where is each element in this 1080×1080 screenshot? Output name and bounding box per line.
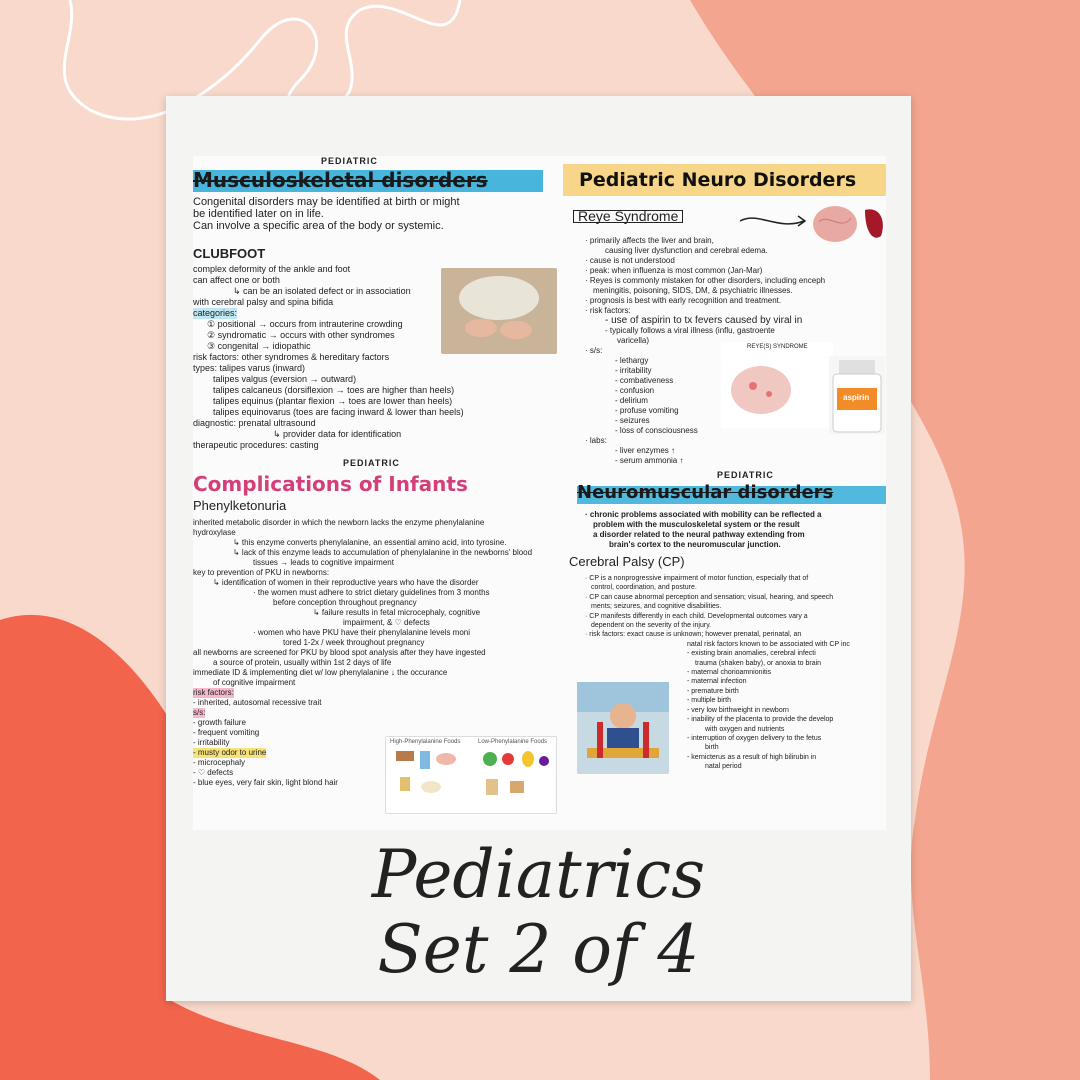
- nm-tag: PEDIATRIC: [717, 470, 774, 480]
- nm-title: Neuromuscular disorders: [577, 482, 834, 503]
- food-icons: [386, 737, 556, 813]
- arrow-icon: [738, 211, 808, 231]
- pku-title: Phenylketonuria: [193, 498, 287, 513]
- cp-notes: · CP is a nonprogressive impairment of motor function, especially that of control, coordination, and posture. · CP can cause abnormal perception and sensation; visual, hearing, and speech ments; seizures, and cognitive disabilities. · CP manifests differently in each child. Developmental outcomes vary a dependent on the severity of the injury. · risk factors: exact cause is unknown; however prenatal, perinatal, an natal risk factors known to be associated with CP inc - existing brain anomalies, cerebral infecti trauma (shaken baby), or anoxia to brain - maternal chorioamnionitis - maternal infection - premature birth - multiple birth - very low birthweight in newborn - inability of the placenta to provide the develop with oxygen and nutrients - interruption of oxygen delivery to the fetus birth - kernicterus as a result of high bilirubin in natal period: [585, 575, 850, 771]
- food-chart-left-label: High-Phenylalanine Foods: [390, 739, 461, 745]
- clubfoot-title: CLUBFOOT: [193, 246, 266, 261]
- neuro-title: Pediatric Neuro Disorders: [579, 169, 857, 191]
- nm-notes: · chronic problems associated with mobility can be reflected a problem with the musculoskeletal system or the result a disorder related to the neural pathway extending from brain's cortex to the neuromuscular junction.: [585, 510, 822, 549]
- aspirin-label: aspirin: [843, 393, 870, 402]
- liver-diagram-icon: [721, 342, 833, 428]
- aspirin-bottle: [829, 356, 885, 434]
- reye-notes: · primarily affects the liver and brain, causing liver dysfunction and cerebral edema. · cause is not understood · peak: when influenza is most common (Jan-Mar) · Reyes is commonly mistaken for other disorders, including enceph meningitis, poisoning, SIDS, DM, & psychiatric illnesses. · prognosis is best with early recognition and treatment. · risk factors: - use of aspirin to tx fevers caused by viral in - typically follows a viral illness (influ, gastroente varicella) · s/s: - lethargy - irritability - combativeness - confusion - delirium - profuse vomiting - seizures - loss of consciousness · labs: - liver enzymes ↑ - serum ammonia ↑: [585, 236, 826, 465]
- child-wheelchair-icon: [577, 682, 669, 774]
- pku-notes: inherited metabolic disorder in which the newborn lacks the enzyme phenylalanine hydroxylase ↳ this enzyme converts phenylalanine, an essential amino acid, into tyrosine. ↳ lack of this enzyme leads to accumulation of phenylalanine in the newborns' blood tissues → leads to cognitive impairment key to prevention of PKU in newborns: ↳ identification of women in their reproductive years who have the disorder · the women must adhere to strict dietary guidelines from 3 months before conception throughout pregnancy ↳ failure results in fetal microcephaly, cognitive impairment, & ♡ defects · women who have PKU have their phenylalanine levels moni tored 1-2x / week throughout pregnancy all newborns are screened for PKU by blood spot analysis after they have ingested a source of protein, usually within 1st 2 days of life immediate ID & implementing diet w/ low phenylalanine ↓ the occurance of cognitive impairment risk factors: - inherited, autosomal recessive trait s/s: - growth failure - frequent vomiting - irritability - musty odor to urine - microcephaly - ♡ defects - blue eyes, very fair skin, light blond hair: [193, 518, 533, 787]
- caption-title: Pediatrics: [371, 836, 706, 913]
- reye-title: Reye Syndrome: [573, 210, 683, 223]
- clubfoot-notes: complex deformity of the ankle and foot can affect one or both ↳ can be an isolated defect or in association with cerebral palsy and spina bifida categories: ① positional → occurs from intrauterine crowding ② syndromatic → occurs with other syndromes ③ congenital → idiopathic risk factors: other syndromes & hereditary factors types: talipes varus (inward) talipes valgus (eversion → outward) talipes calcaneus (dorsiflexion → toes are higher than heels) talipes equinus (plantar flexion → toes are lower than heels) talipes equinovarus (toes are facing inward & lower than heels) diagnostic: prenatal ultrasound ↳ provider data for identification therapeutic procedures: casting: [193, 264, 464, 450]
- clubfoot-photo: [441, 268, 557, 354]
- reye-diagram: [721, 342, 833, 428]
- reye-chart-label: REYE(S) SYNDROME: [747, 344, 808, 350]
- cp-title: Cerebral Palsy (CP): [569, 554, 685, 569]
- comp-tag: PEDIATRIC: [343, 458, 400, 468]
- food-chart: [385, 736, 557, 814]
- ms-intro: Congenital disorders may be identified at birth or might be identified later on in life. Can involve a specific area of the body or systemic.: [193, 196, 460, 232]
- cp-child-photo: [577, 682, 669, 774]
- ms-tag: PEDIATRIC: [321, 156, 378, 166]
- polaroid-frame: [166, 96, 911, 1001]
- comp-title: Complications of Infants: [193, 472, 468, 496]
- ms-title: Musculoskeletal disorders: [193, 168, 488, 192]
- food-chart-right-label: Low-Phenylalanine Foods: [478, 739, 548, 745]
- baby-feet-icon: [441, 268, 557, 354]
- study-notes-photo: [193, 156, 886, 830]
- caption-subtitle: Set 2 of 4: [377, 911, 700, 988]
